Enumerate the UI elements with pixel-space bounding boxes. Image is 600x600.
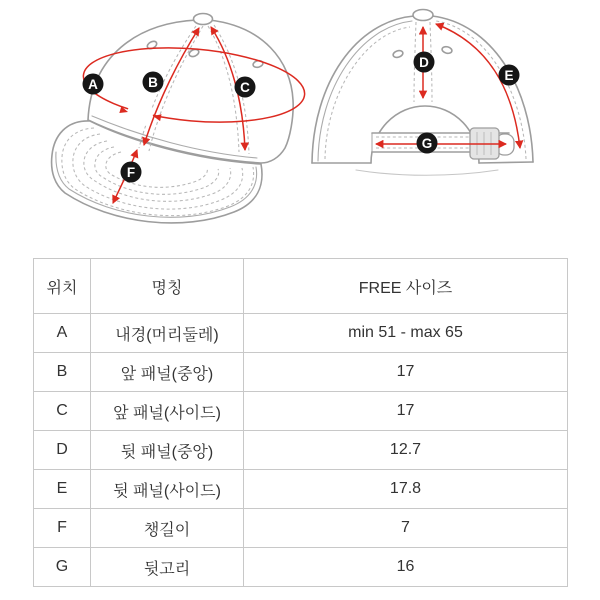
badge-e-label: E [504, 68, 514, 83]
badge-c-label: C [240, 80, 250, 95]
cap-diagrams [0, 0, 600, 255]
row-name: 앞 패널(사이드) [91, 392, 244, 431]
table-header-row [34, 259, 568, 314]
row-position: F [34, 509, 91, 548]
badge-g-label: G [421, 136, 433, 151]
cap-button [413, 10, 433, 21]
badge-c [235, 77, 256, 98]
table-row [34, 548, 568, 587]
table-row [34, 392, 568, 431]
row-position: C [34, 392, 91, 431]
badge-d [414, 52, 435, 73]
row-size: 16 [244, 548, 568, 587]
row-position: G [34, 548, 91, 587]
badge-a [83, 74, 104, 95]
badge-f [121, 162, 142, 183]
badge-e [499, 65, 520, 86]
row-size: 17.8 [244, 470, 568, 509]
row-name: 내경(머리둘레) [91, 314, 244, 353]
row-position: E [34, 470, 91, 509]
header-free-size: FREE 사이즈 [244, 259, 568, 314]
row-name: 앞 패널(중앙) [91, 353, 244, 392]
size-table [33, 258, 568, 587]
cap-measurement-diagram [0, 0, 600, 255]
row-name: 뒷 패널(사이드) [91, 470, 244, 509]
row-size: 12.7 [244, 431, 568, 470]
row-position: A [34, 314, 91, 353]
header-name: 명칭 [91, 259, 244, 314]
badge-b-label: B [148, 75, 158, 90]
row-size: 17 [244, 353, 568, 392]
table-row [34, 431, 568, 470]
badge-a-label: A [88, 77, 98, 92]
badge-b [143, 72, 164, 93]
row-position: D [34, 431, 91, 470]
row-name: 챙길이 [91, 509, 244, 548]
row-size: 17 [244, 392, 568, 431]
row-size: min 51 - max 65 [244, 314, 568, 353]
header-position: 위치 [34, 259, 91, 314]
row-size: 7 [244, 509, 568, 548]
row-name: 뒷고리 [91, 548, 244, 587]
row-position: B [34, 353, 91, 392]
table-row [34, 509, 568, 548]
cap-button [194, 14, 213, 25]
table-row [34, 314, 568, 353]
row-name: 뒷 패널(중앙) [91, 431, 244, 470]
cap-side-view-drawing [52, 14, 308, 223]
table-row [34, 470, 568, 509]
badge-f-label: F [126, 165, 136, 180]
badge-d-label: D [419, 55, 429, 70]
badge-g [417, 133, 438, 154]
table-row [34, 353, 568, 392]
